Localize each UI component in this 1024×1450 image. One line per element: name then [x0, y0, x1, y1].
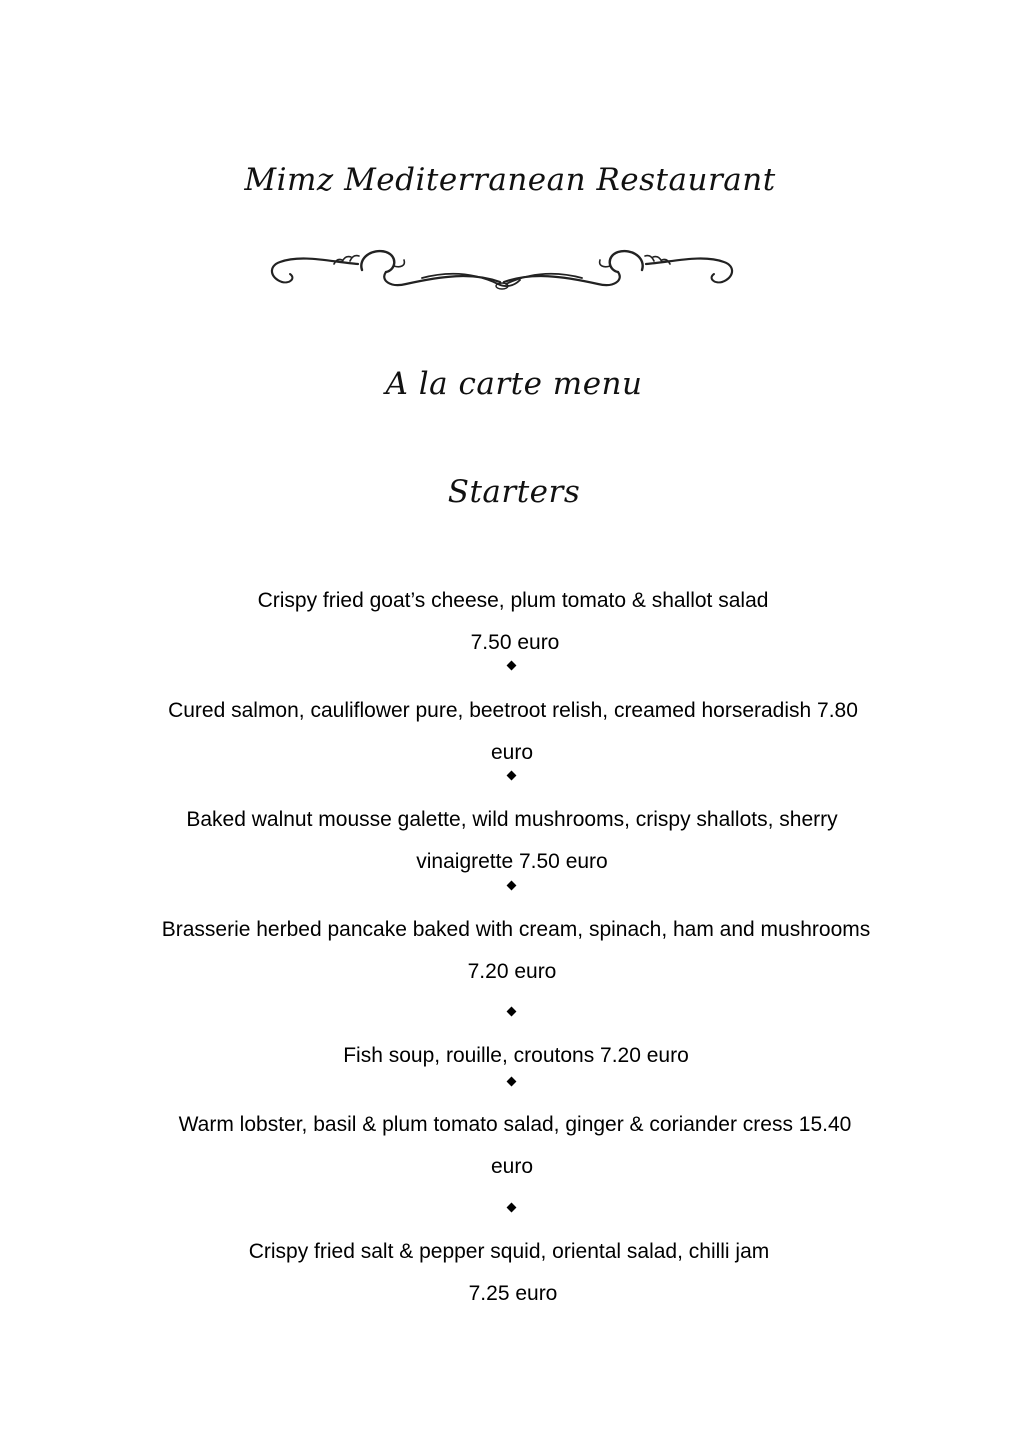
- starter-3-price: vinaigrette 7.50 euro: [416, 850, 608, 873]
- menu-title: A la carte menu: [385, 366, 643, 402]
- starter-4-description: Brasserie herbed pancake baked with cream, spinach, ham and mushrooms: [161, 918, 871, 941]
- starter-7-description: Crispy fried salt & pepper squid, oriental salad, chilli jam: [248, 1240, 770, 1263]
- starter-3-description: Baked walnut mousse galette, wild mushrooms, crispy shallots, sherry: [186, 808, 838, 831]
- diamond-separator-icon: [507, 1203, 517, 1213]
- starter-6-price: euro: [490, 1155, 534, 1178]
- starter-2-description: Cured salmon, cauliflower pure, beetroot relish, creamed horseradish 7.80: [168, 699, 858, 722]
- restaurant-title: Mimz Mediterranean Restaurant: [244, 162, 776, 198]
- starter-1-price: 7.50 euro: [470, 631, 560, 654]
- diamond-separator-icon: [507, 1007, 517, 1017]
- diamond-separator-icon: [507, 1077, 517, 1087]
- diamond-separator-icon: [507, 881, 517, 891]
- starter-5-description: Fish soup, rouille, croutons 7.20 euro: [343, 1044, 689, 1067]
- diamond-separator-icon: [507, 661, 517, 671]
- starter-6-description: Warm lobster, basil & plum tomato salad, ginger & coriander cress 15.40: [178, 1113, 852, 1136]
- starter-7-price: 7.25 euro: [468, 1282, 558, 1305]
- section-title-starters: Starters: [447, 474, 581, 510]
- starter-1-description: Crispy fried goat’s cheese, plum tomato & shallot salad: [257, 589, 769, 612]
- diamond-separator-icon: [507, 771, 517, 781]
- starter-4-price: 7.20 euro: [467, 960, 557, 983]
- starter-2-price: euro: [490, 741, 534, 764]
- flourish-ornament-icon: [262, 240, 742, 302]
